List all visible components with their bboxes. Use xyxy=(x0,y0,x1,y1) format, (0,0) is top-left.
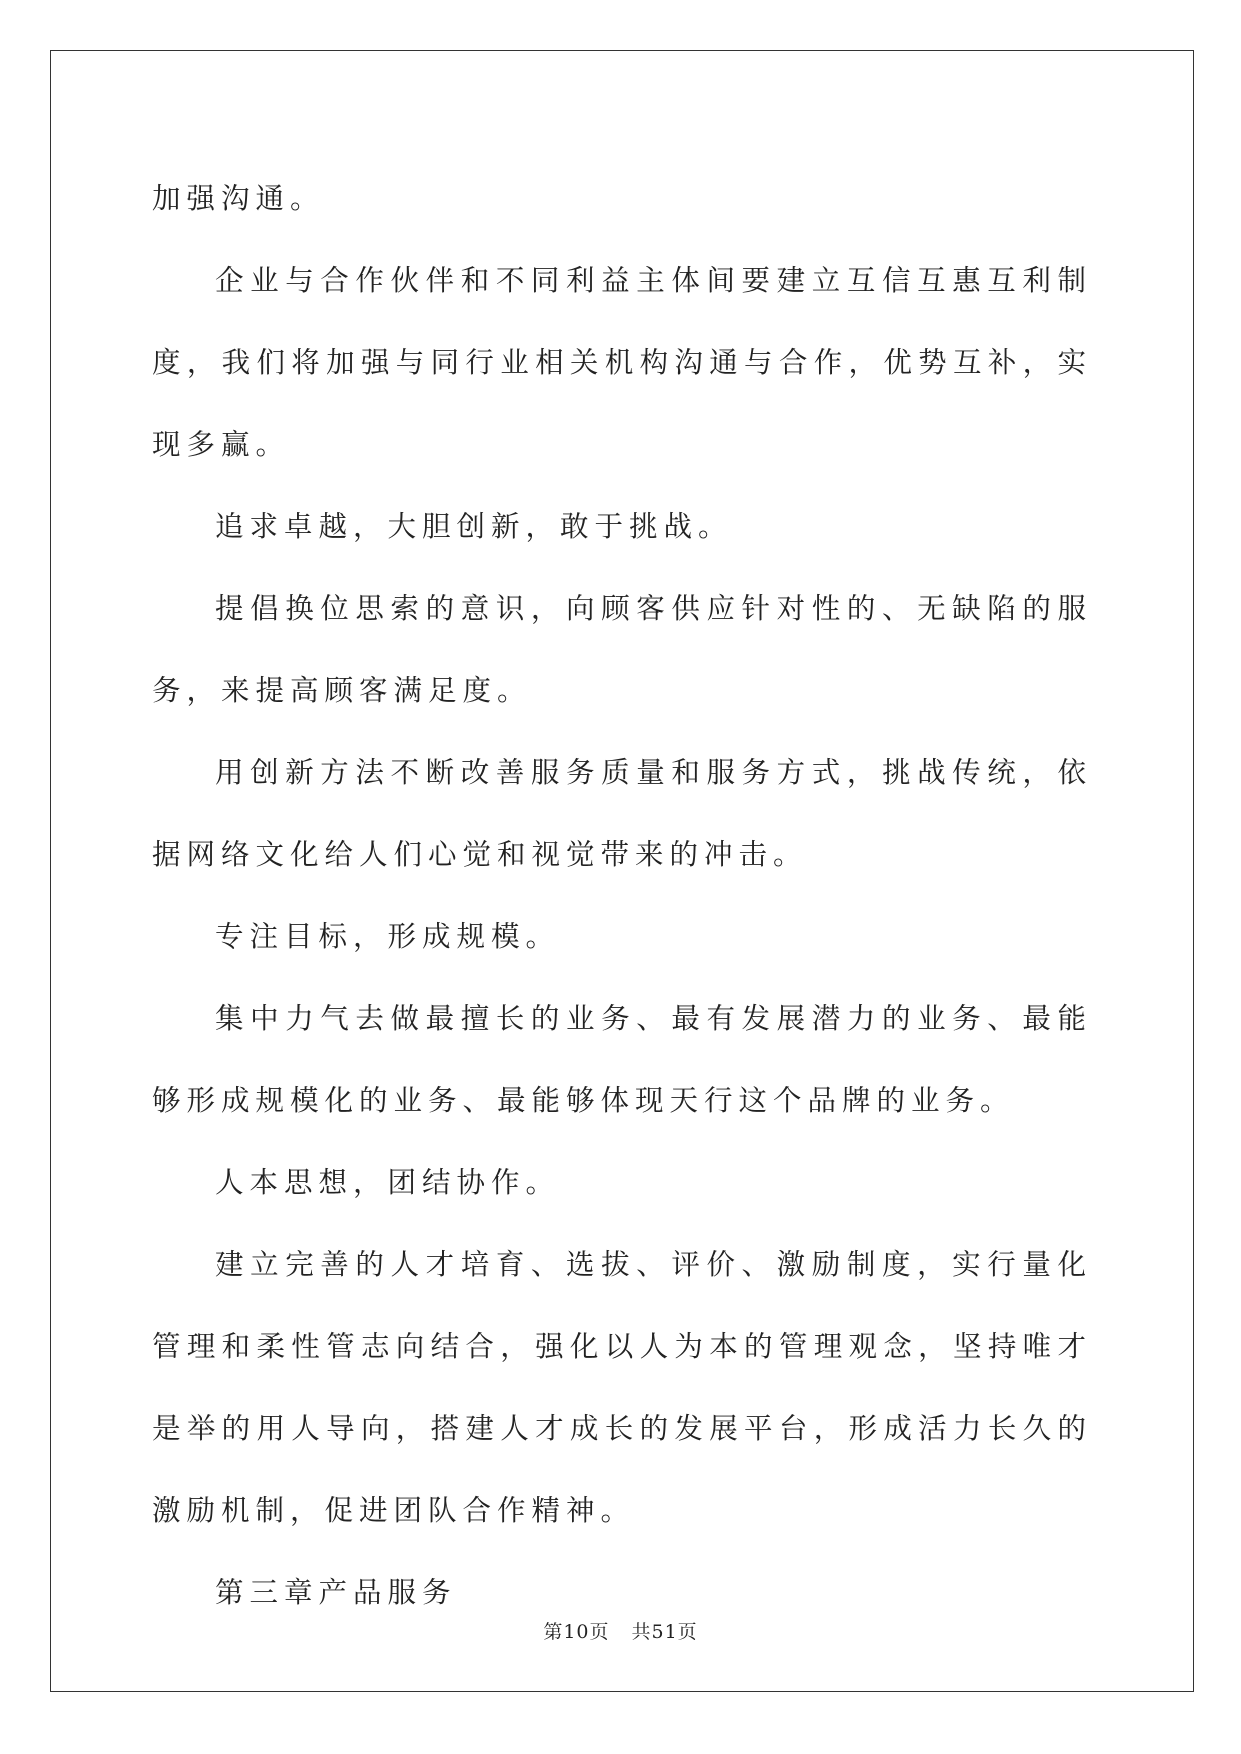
paragraph: 建立完善的人才培育、选拔、评价、激励制度，实行量化管理和柔性管志向结合，强化以人为本的管理观念，坚持唯才是举的用人导向，搭建人才成长的发展平台，形成活力长久的激励机制，促进团队合作精神。 xyxy=(152,1248,1092,1527)
chapter-heading: 第三章产品服务 xyxy=(215,1576,457,1609)
paragraph: 用创新方法不断改善服务质量和服务方式，挑战传统，依据网络文化给人们心觉和视觉带来的冲击。 xyxy=(152,756,1092,871)
paragraph: 人本思想，团结协作。 xyxy=(215,1166,561,1199)
paragraph: 加强沟通。 xyxy=(152,182,325,215)
page-footer xyxy=(0,1617,1241,1644)
paragraph: 追求卓越，大胆创新，敢于挑战。 xyxy=(215,510,733,543)
paragraph: 提倡换位思索的意识，向顾客供应针对性的、无缺陷的服务，来提高顾客满足度。 xyxy=(152,592,1092,707)
current-page-number: 第10页 xyxy=(543,1621,610,1643)
total-page-count: 共51页 xyxy=(631,1621,698,1643)
paragraph: 专注目标，形成规模。 xyxy=(215,920,561,953)
paragraph: 企业与合作伙伴和不同利益主体间要建立互信互惠互利制度，我们将加强与同行业相关机构沟通与合作，优势互补，实现多赢。 xyxy=(152,264,1092,461)
document-body xyxy=(152,158,1092,1634)
paragraph: 集中力气去做最擅长的业务、最有发展潜力的业务、最能够形成规模化的业务、最能够体现天行这个品牌的业务。 xyxy=(152,1002,1092,1117)
